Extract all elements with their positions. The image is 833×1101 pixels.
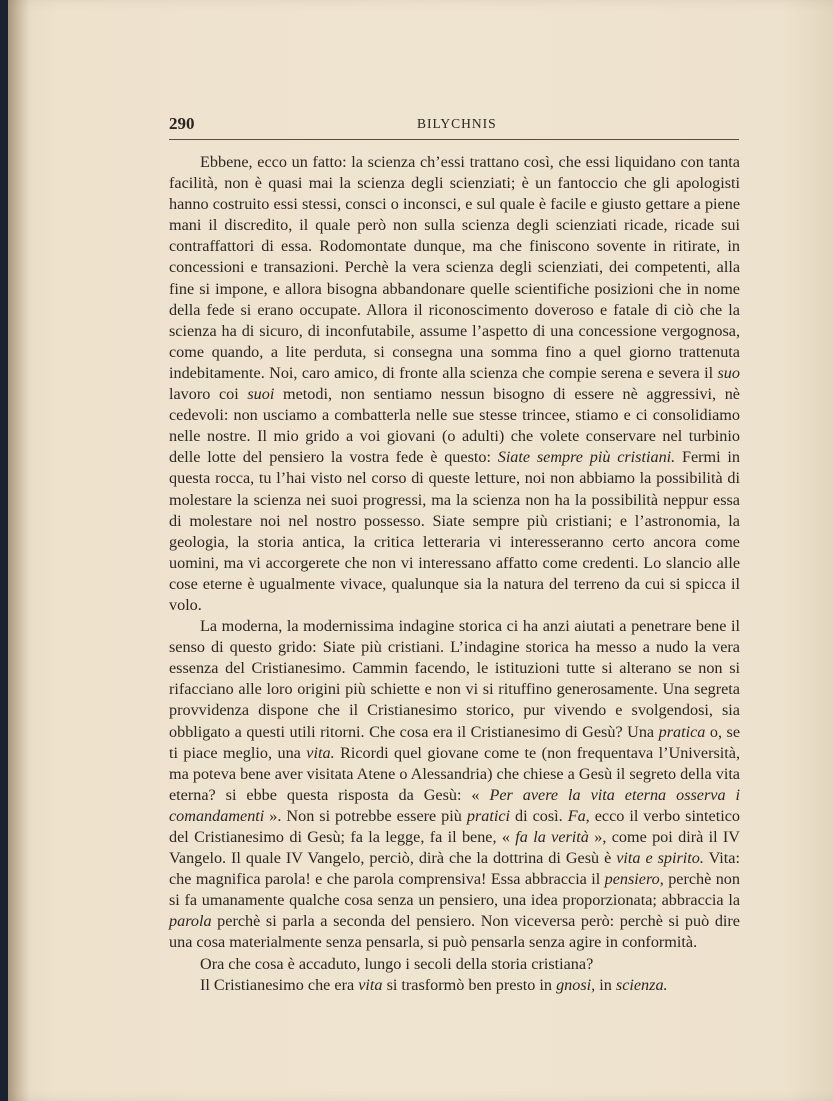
text-run: Fermi in questa rocca, tu l’hai visto nel corso di queste letture, noi non abbiamo la possibilità di molestare la scienza nei suoi progressi, ma la scienza non ha la possibilità neppur essa di molestare noi nel nostro possesso. Siate sempre più cristiani; e l’astronomia, la geologia, la storia antica, la critica letteraria vi interesseranno certo ancora come uomini, ma vi accorgerete che non vi interessano affatto come credenti. Lo slancio alle cose eterne è ugualmente vivace, qualunque sia la natura del terreno da cui si spicca il volo. (169, 448, 740, 614)
italic-text: pratica (658, 722, 706, 741)
text-run: Ricordi quel giovane come te (non frequentava l’Università, ma poteva bene aver visitata Atene o Alessandria) che chiese a Gesù il segreto della vita eterna? si ebbe questa risposta da Gesù: « (169, 743, 740, 804)
italic-text: fa la verità (515, 828, 589, 846)
text-run: La moderna, la modernissima indagine storica ci ha anzi aiutati a penetrare bene il senso di questo grido: Siate più cristiani. L’indagine storica ha messo a nudo la vera essenza del Cristianesimo. Cammin facendo, le istituzioni tutte si alterano se non si rifacciano alle loro origini più schiette e non vi si rituffino generosamente. Una segreta provvidenza dispone che il Cristianesimo storico, pur vivendo e svolgendosi, sia obbligato a questi utili ritorni. Che cosa era il Cristianesimo di Gesù? Una (169, 617, 740, 741)
text-run: », come poi dirà il IV Vangelo. Il quale IV Vangelo, perciò, dirà che la dottrina di Gesù è (169, 828, 740, 868)
italic-text: vita. (306, 743, 335, 762)
body-text (169, 152, 740, 996)
italic-text: pensiero, (604, 870, 664, 889)
running-head: BILYCHNIS (417, 116, 497, 131)
text-run: Vita: che magnifica parola! e che parola comprensiva! Essa abbraccia il (169, 849, 740, 889)
paragraph (169, 954, 740, 975)
italic-text: vita e spirito. (616, 849, 704, 868)
text-run: in (595, 975, 616, 994)
text-run: perchè non si fa umanamente qualche cosa senza un pensiero, una idea proporzionata; abbraccia la (169, 870, 740, 910)
italic-text: Siate sempre più cristiani. (497, 448, 676, 467)
paragraph (169, 975, 740, 996)
italic-text: parola (169, 912, 212, 931)
text-run: perchè si parla a seconda del pensiero. Non viceversa però: perchè si può dire una cosa materialmente senza pensarla, si può pensarla senza agire in conformità. (169, 912, 740, 952)
text-run: ecco il verbo sintetico del Cristianesimo di Gesù; fa la legge, fa il bene, « (169, 806, 740, 846)
text-run: lavoro coi (169, 385, 248, 404)
italic-text: Fa, (567, 806, 590, 825)
paragraph (169, 616, 740, 954)
page-number: 290 (169, 114, 195, 133)
italic-text: gnosi, (556, 975, 596, 994)
paragraph (169, 152, 740, 616)
text-run: di così. (510, 806, 568, 825)
italic-text: vita (358, 975, 383, 994)
binding-gutter (8, 0, 30, 1101)
italic-text: suo (717, 363, 740, 382)
text-run: o, se ti piace meglio, una (169, 722, 740, 762)
italic-text: scienza. (615, 975, 668, 994)
text-run: ». Non si potrebbe essere più (264, 806, 467, 825)
header-rule (169, 139, 739, 140)
italic-text: Per avere la vita eterna osserva i comandamenti (169, 785, 740, 825)
text-run: Il Cristianesimo che era (200, 975, 359, 994)
text-run: Ebbene, ecco un fatto: la scienza ch’essi trattano così, che essi liquidano con tanta facilità, non è quasi mai la scienza degli scienziati; è un fantoccio che gli apologisti hanno costruito essi stessi, consci o inconsci, e sul quale è facile e giusto gettare a piene mani il discredito, il quale però non sulla scienza degli scienziati ricade, ricade sui contraffattori di essa. Rodomontate dunque, ma che finiscono sovente in ritirate, in concessioni e transazioni. Perchè la vera scienza degli scienziati, dei competenti, alla fine si impone, e allora bisogna abbandonare quelle scientifiche posizioni che in nome della fede si erano occupate. Allora il riconoscimento doveroso e fatale di ciò che la scienza ha di sicuro, di inconfutabile, assume l’aspetto di una concessione vergognosa, come quando, a lite perduta, si consegna una somma fino a quel giorno trattenuta indebitamente. Noi, caro amico, di fronte alla scienza che compie serena e severa il (169, 153, 740, 382)
text-run: si trasformò ben presto in (382, 975, 557, 994)
text-run: Ora che cosa è accaduto, lungo i secoli della storia cristiana? (200, 954, 594, 973)
text-run: metodi, non sentiamo nessun bisogno di essere nè aggressivi, nè cedevoli: non usciamo a combatterla nelle sue stesse trincee, stiamo e ci consolidiamo nelle nostre. Il mio grido a voi giovani (o adulti) che volete conservare nel turbinio delle lotte del pensiero la vostra fede è questo: (169, 385, 740, 467)
italic-text: suoi (247, 385, 275, 404)
italic-text: pratici (466, 806, 511, 825)
page-header (169, 114, 739, 140)
